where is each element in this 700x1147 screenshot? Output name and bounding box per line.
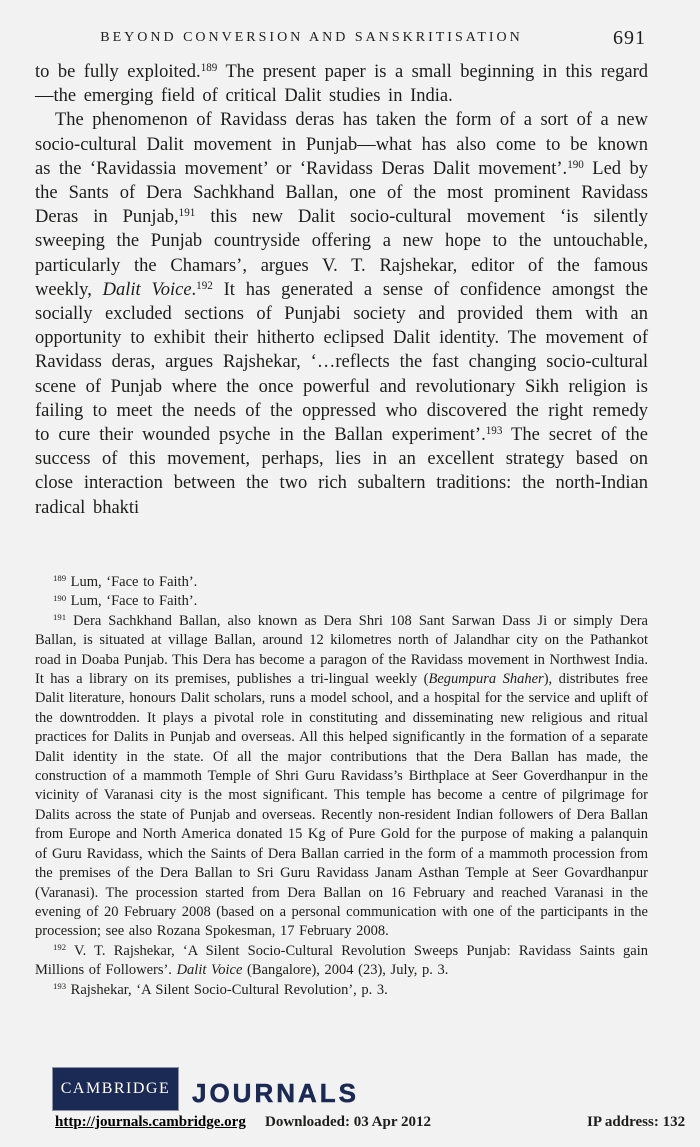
text-segment: It has generated a sense of confidence amongst the socially excluded sections of Punjabi society and provided them with an opportunity to exhibit their hitherto eclipsed Dalit identity. The movement of Ravidass deras, argues Rajshekar, ‘…reflects the fast changing socio-cultural scene of Punjab where the once powerful and revolutionary Sikh religion is failing to meet the needs of the oppressed who discovered the right remedy to cure their wounded psyche in the Ballan experiment’. [35, 279, 648, 446]
footnote-text [66, 593, 197, 609]
footnote [35, 612, 648, 942]
body-paragraph [35, 60, 648, 108]
cambridge-logo [52, 1067, 179, 1111]
italic-text: Dalit Voice [102, 279, 192, 300]
text-segment: Led by the Sants of Dera Sachkhand Ballan, one of the most prominent Ravidass Deras in Punjab, [35, 158, 648, 228]
footnote-ref: 191 [178, 207, 196, 220]
footnote [35, 573, 648, 592]
body-paragraph [35, 108, 648, 519]
journal-url-link[interactable]: http://journals.cambridge.org [55, 1114, 246, 1130]
text-segment: . [191, 279, 197, 300]
footnote [35, 981, 648, 1000]
footnotes-section [35, 573, 648, 1000]
text-segment: The present paper is a small beginning in this regard—the emerging field of critical Dalit studies in India. [35, 62, 648, 107]
text-segment: Lum, ‘Face to Faith’. [66, 574, 198, 590]
text-segment: this new Dalit socio-cultural movement ‘is silently sweeping the Punjab countryside offering a new hope to the untouchable, particularly the Chamars’, argues V. T. Rajshekar, editor of the famous weekly, [35, 207, 648, 300]
footnote-ref: 189 [200, 61, 218, 74]
footnote [35, 592, 648, 611]
download-date: Downloaded: 03 Apr 2012 [265, 1114, 431, 1130]
text-segment: The phenomenon of Ravidass deras has taken the form of a sort of a new socio-cultural Dalit movement in Punjab—what has also come to be known as the ‘Ravidassia movement’ or ‘Ravidass Deras Dalit movement’. [35, 110, 648, 179]
page-title: BEYOND CONVERSION AND SANSKRITISATION [100, 30, 523, 45]
footnote-text [35, 943, 648, 978]
italic-text: Begumpura Shaher [428, 671, 544, 688]
footnote-marker: 190 [53, 592, 67, 603]
footnote-ref: 193 [485, 424, 503, 437]
ip-address: IP address: 132 [587, 1114, 686, 1130]
text-segment: V. T. Rajshekar, ‘A Silent Socio-Cultural Revolution Sweeps Punjab: Ravidass Saints gain Millions of Followers’. [35, 942, 648, 979]
page-number: 691 [613, 27, 646, 49]
journals-wordmark: JOURNALS [192, 1078, 360, 1108]
text-segment: Lum, ‘Face to Faith’. [66, 593, 198, 610]
footnote-marker: 189 [53, 573, 67, 584]
footnote [35, 942, 648, 981]
cambridge-logo-text: CAMBRIDGE [60, 1080, 171, 1097]
article-body [35, 60, 648, 520]
text-segment: Dera Sachkhand Ballan, also known as Dera Shri 108 Sant Sarwan Dass Ji or simply Dera Ballan, is situated at village Ballan, around 12 kilometres north of Jalandhar city on the Pathankot road in Doaba Punjab. This Dera has become a paragon of the Ravidass movement in Northwest India. It has a library on its premises, publishes a tri-lingual weekly ( [35, 612, 648, 688]
italic-text: Dalit Voice [176, 962, 243, 979]
footnote-marker: 191 [53, 612, 67, 623]
running-head [35, 27, 648, 52]
text-segment: to be fully exploited. [35, 62, 201, 82]
text-segment: Rajshekar, ‘A Silent Socio-Cultural Revolution’, p. 3. [66, 981, 388, 998]
footnote-marker: 193 [53, 980, 67, 991]
footnote-text [66, 574, 197, 590]
footnote-text [35, 613, 648, 940]
text-segment: ), distributes free Dalit literature, honours Dalit scholars, runs a model school, and a hospital for the service and uplift of the downtrodden. It plays a pivotal role in constituting and disseminating new religious and ritual practices for Dalits in Punjab and overseas. All this helped significantly in the formation of a separate Dalit identity in the state. Of all the major contributions that the Dera Ballan has made, the construction of a mammoth Temple of Shri Guru Ravidass’s Birthplace at Seer Goverdhanpur in the vicinity of Varanasi city is the most significant. This temple has become a centre of pilgrimage for Dalits across the state of Punjab and overseas. Recently non-resident Indian followers of Dera Ballan from Europe and North America donated 15 Kg of Pure Gold for the purpose of making a palanquin of Guru Ravidass, which the Saints of Dera Ballan carried in the form of a mammoth procession from the premises of the Dera Ballan to Sri Guru Ravidass Janam Asthan Temple at Seer Govardhanpur (Varanasi). The procession started from Dera Ballan on 16 February and reached Varanasi in the evening of 20 February 2008 (based on a personal communication with one of the participants in the procession; see also Rozana Spokesman, 17 February 2008. [35, 671, 648, 940]
footer-info-bar [0, 1114, 700, 1136]
footnote-ref: 190 [567, 158, 584, 171]
text-segment: The secret of the success of this movement, perhaps, lies in an excellent strategy based on close interaction between the two rich subaltern traditions: the north-Indian radical bhakti [35, 425, 648, 518]
footnote-ref: 192 [196, 279, 213, 292]
footnote-text [66, 982, 388, 998]
footnote-marker: 192 [53, 941, 67, 952]
text-segment: (Bangalore), 2004 (23), July, p. 3. [242, 962, 449, 979]
